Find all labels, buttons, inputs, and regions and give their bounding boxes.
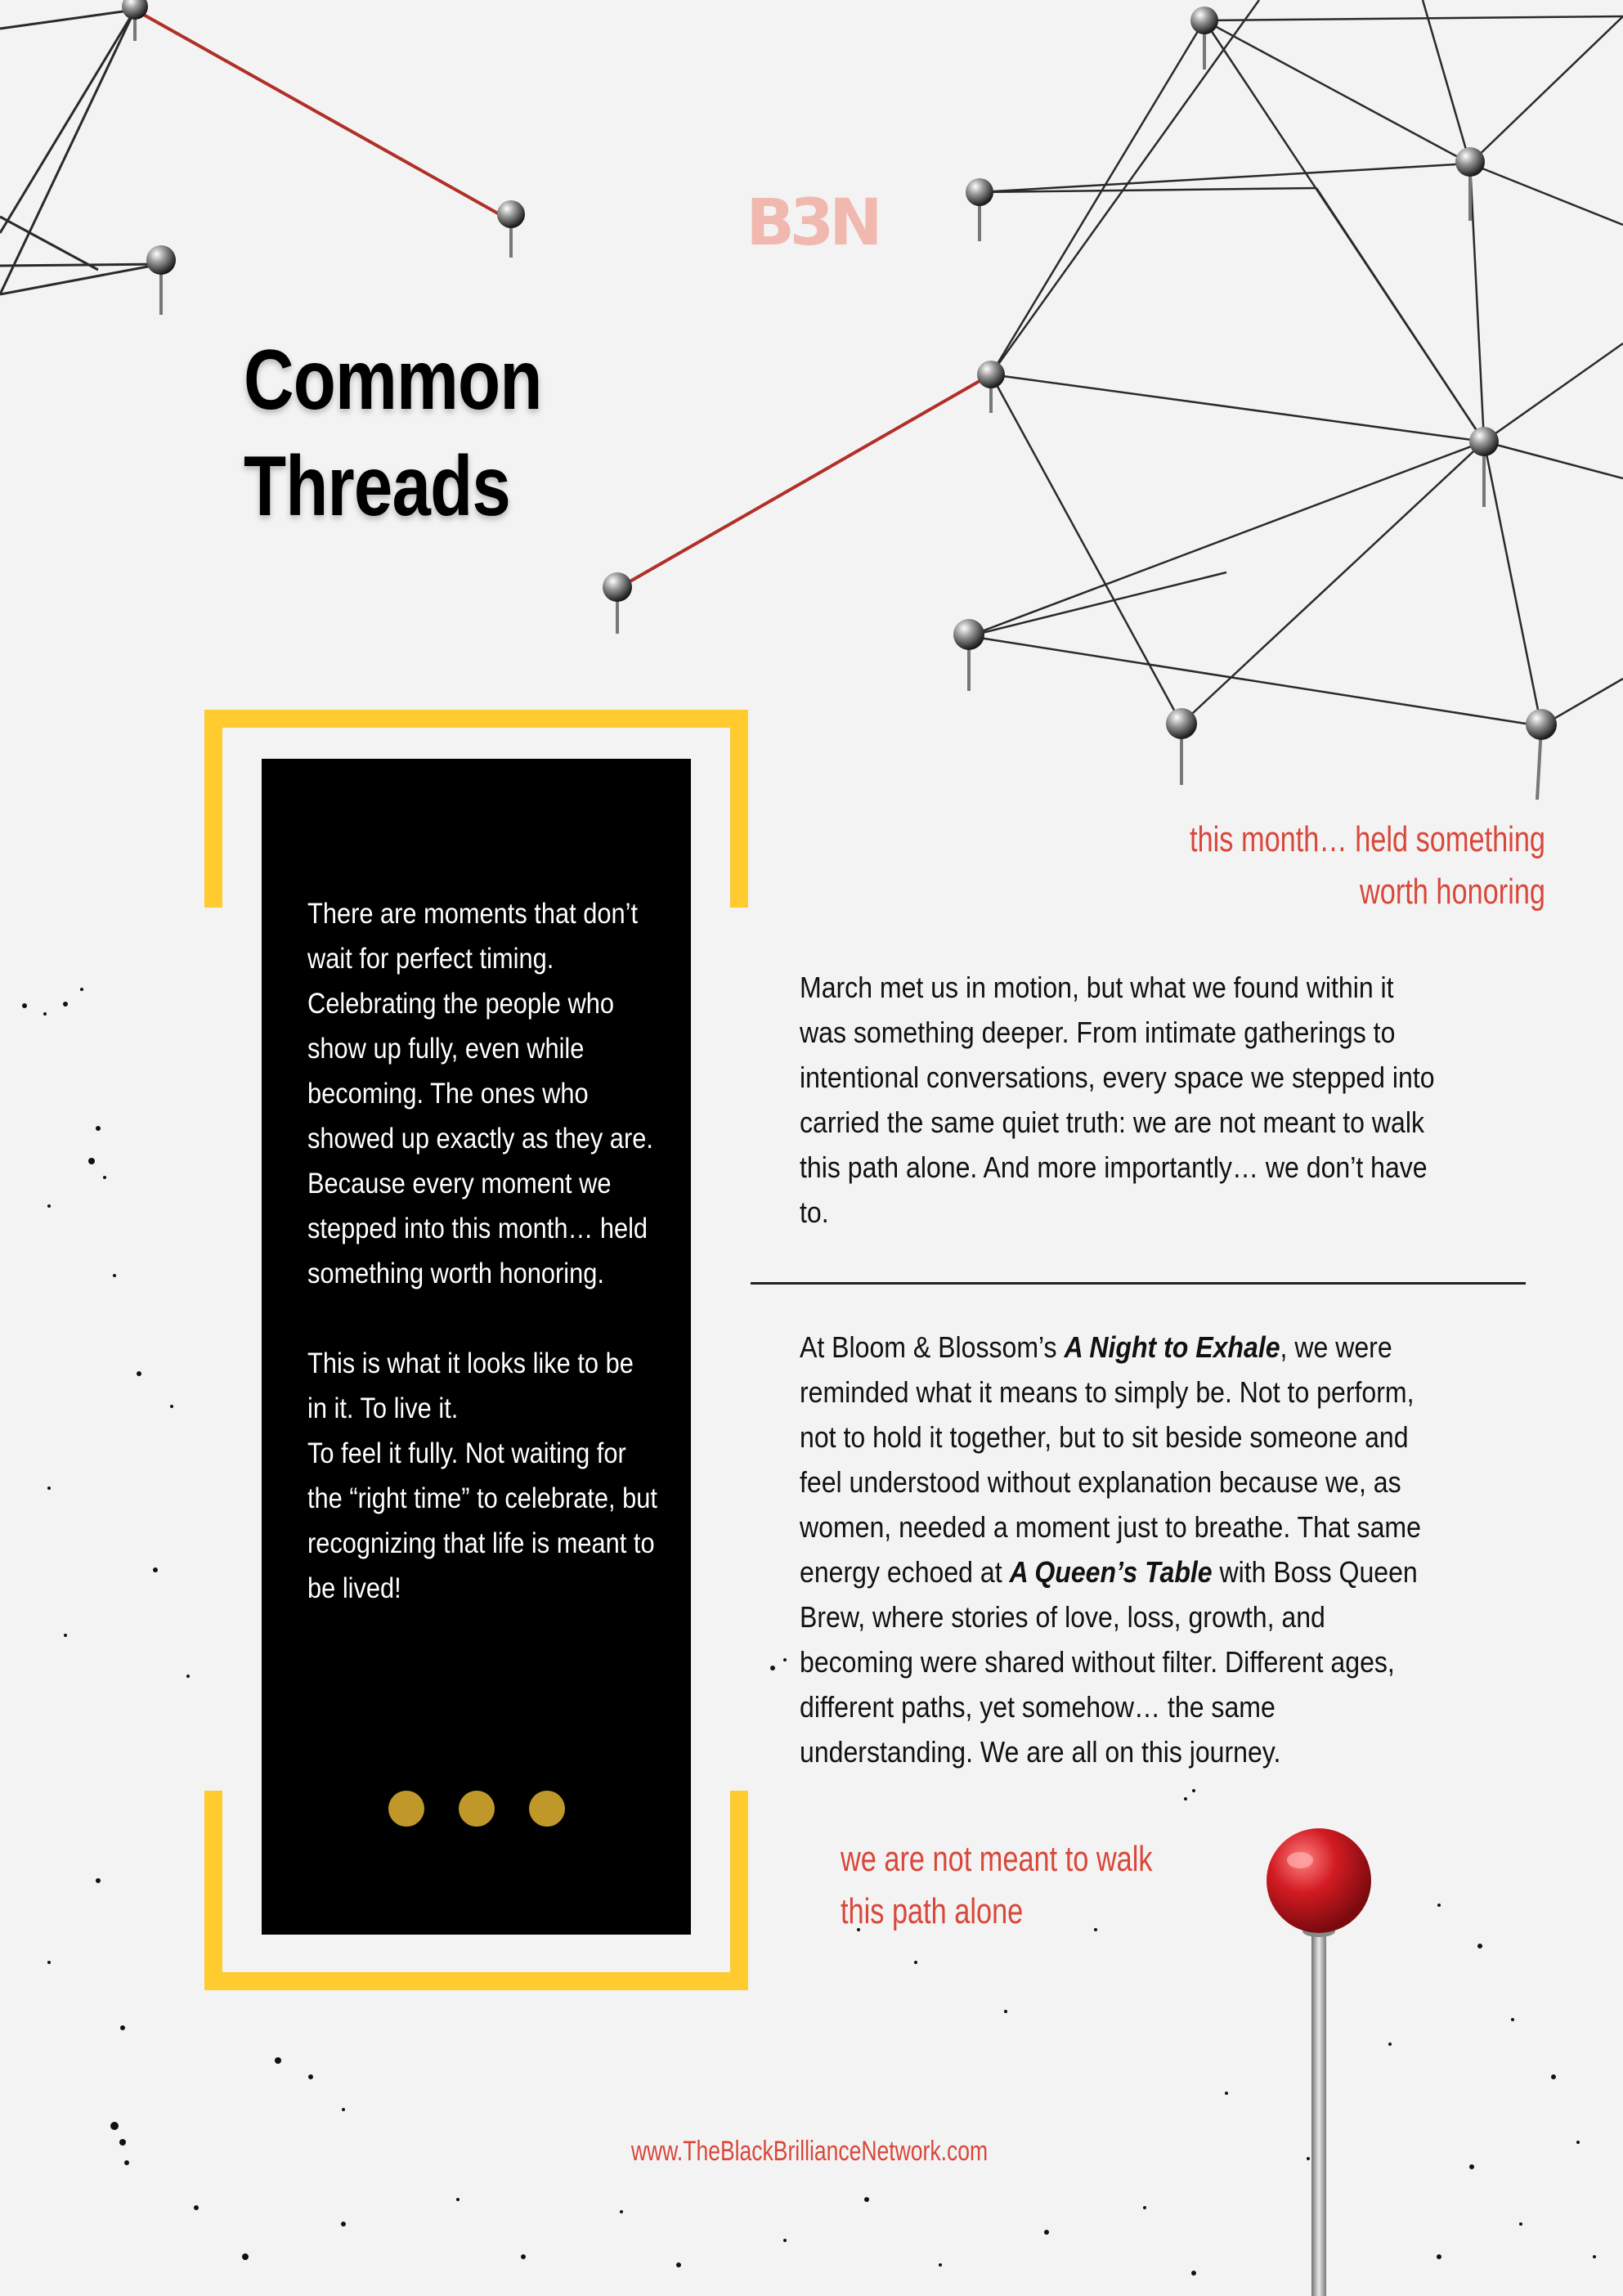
red-pin-icon bbox=[1267, 1828, 1371, 2296]
article-paragraph-2 bbox=[800, 1325, 1440, 1774]
pull-quote-bottom bbox=[841, 1833, 1159, 1938]
brand-logo: B3N bbox=[746, 186, 878, 260]
article-paragraph-1: March met us in motion, but what we found within it was something deeper. From intimate gatherings to intentional conversations, every space we stepped into carried the same quiet truth: we are not meant to walk this path alone. And more importantly… we don’t have to. bbox=[800, 971, 1435, 1229]
frame-bottom-right-leg bbox=[730, 1791, 748, 1990]
sidebar-paragraph-2a: This is what it looks like to be in it. To live it. bbox=[307, 1348, 634, 1424]
ellipsis-dot bbox=[529, 1791, 565, 1827]
push-pin-icon bbox=[1166, 708, 1197, 785]
thread-network-right bbox=[969, 0, 1623, 726]
event-name-night-to-exhale: A Night to Exhale bbox=[1064, 1330, 1280, 1364]
push-pin-icon bbox=[977, 361, 1005, 413]
push-pin-icon bbox=[1526, 709, 1557, 800]
push-pin-icon bbox=[146, 245, 176, 315]
sidebar-paragraph-2b: To feel it fully. Not waiting for the “right time” to celebrate, but recognizing that life is meant to be lived! bbox=[307, 1437, 657, 1604]
push-pin-icon bbox=[603, 572, 632, 634]
article-paragraph-2-part-c: with Boss Queen Brew, where stories of love, loss, growth, and becoming were shared without filter. Different ages, different paths, yet somehow… the same understanding. We are all on this journey. bbox=[800, 1555, 1418, 1769]
frame-bottom-left-leg bbox=[204, 1791, 222, 1990]
page-title: Common Threads bbox=[244, 333, 542, 534]
frame-top-bar bbox=[204, 710, 748, 728]
pull-quote-bottom-line-2: this path alone bbox=[841, 1891, 1024, 1931]
ellipsis-dot bbox=[459, 1791, 495, 1827]
red-thread-left bbox=[135, 10, 511, 221]
section-divider bbox=[751, 1282, 1526, 1285]
push-pin-icon bbox=[953, 619, 984, 691]
thread-network-left bbox=[0, 10, 161, 294]
frame-bottom-bar bbox=[204, 1972, 748, 1990]
pull-quote-bottom-line-1: we are not meant to walk bbox=[841, 1839, 1153, 1879]
event-name-queens-table: A Queen’s Table bbox=[1009, 1555, 1213, 1589]
article-paragraph-2-part-a: At Bloom & Blossom’s bbox=[800, 1330, 1065, 1364]
ellipsis-dot bbox=[388, 1791, 424, 1827]
footer-website-link[interactable]: www.TheBlackBrillianceNetwork.com bbox=[630, 2136, 989, 2167]
frame-top-left-leg bbox=[204, 710, 222, 908]
pull-quote-top bbox=[1105, 814, 1545, 918]
push-pin-icon bbox=[497, 200, 525, 258]
sidebar-text bbox=[307, 891, 660, 1611]
push-pin-icon bbox=[122, 0, 148, 41]
pull-quote-top-line-2: worth honoring bbox=[1359, 872, 1545, 912]
sidebar-paragraph-1: There are moments that don’t wait for perfect timing. Celebrating the people who show up fully, even while becoming. The ones who showed up exactly as they are. Because every moment we stepped into this month… held something worth honoring. bbox=[307, 898, 653, 1289]
frame-top-right-leg bbox=[730, 710, 748, 908]
article-paragraph-2-part-b: , we were reminded what it means to simply be. Not to perform, not to hold it together, but to sit beside someone and feel understood without explanation because we, as women, needed a moment just to breathe. That same energy echoed at bbox=[800, 1330, 1421, 1589]
pull-quote-top-line-1: this month… held something bbox=[1190, 819, 1545, 859]
push-pin-icon bbox=[1455, 147, 1485, 221]
push-pin-icon bbox=[966, 178, 993, 241]
